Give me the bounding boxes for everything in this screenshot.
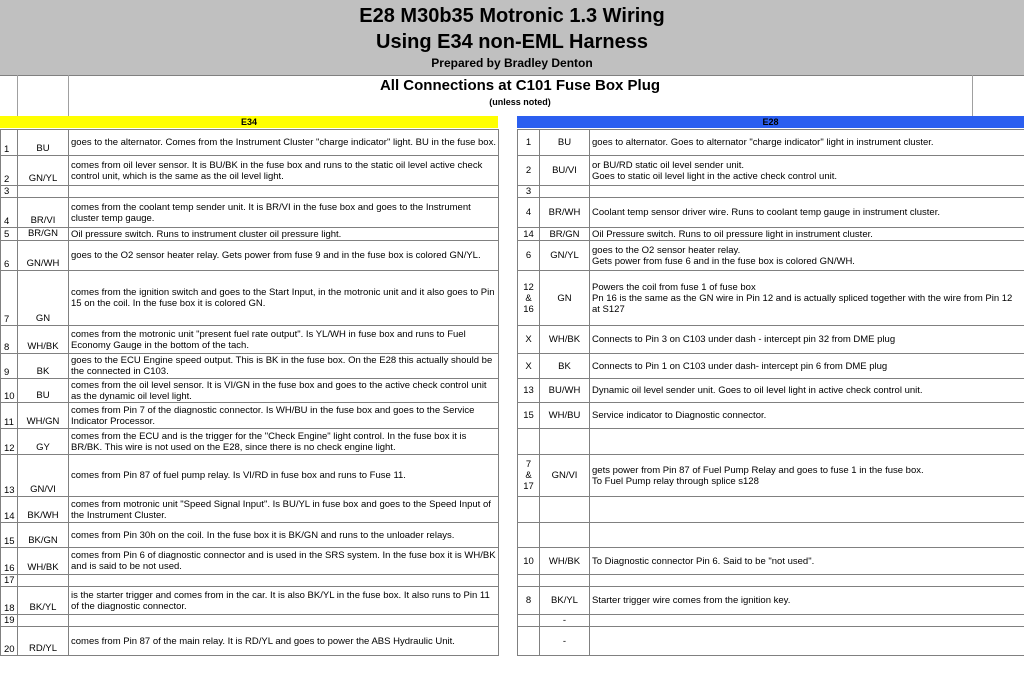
e28-pin: 1 [518, 130, 540, 156]
table-row [1, 326, 1024, 354]
e28-color: - [540, 615, 590, 627]
e28-pin: 13 [518, 379, 540, 403]
spacer [499, 198, 518, 228]
e28-color: GN/VI [540, 455, 590, 497]
e28-description: Starter trigger wire comes from the ignition key. [590, 587, 1024, 615]
e34-color: GY [18, 429, 69, 455]
e28-description: Powers the coil from fuse 1 of fuse box Pn 16 is the same as the GN wire in Pin 12 and is actually spliced together with the wire from Pin 12 at S127 [590, 271, 1024, 326]
e28-pin [518, 627, 540, 656]
e34-pin: 4 [1, 198, 18, 228]
e34-color: GN/YL [18, 156, 69, 186]
spacer [499, 186, 518, 198]
e34-description: comes from Pin 6 of diagnostic connector and is used in the SRS system. In the fuse box it is WH/BK and is said to be not used. [69, 548, 499, 575]
e28-color: GN/YL [540, 241, 590, 271]
e34-color: BR/VI [18, 198, 69, 228]
e34-description: goes to the ECU Engine speed output. This is BK in the fuse box. On the E28 this actually should be the connected in C103. [69, 354, 499, 379]
e34-description: goes to the O2 sensor heater relay. Gets power from fuse 9 and in the fuse box is colored GN/YL. [69, 241, 499, 271]
e34-color: RD/YL [18, 627, 69, 656]
e28-description: To Diagnostic connector Pin 6. Said to be "not used". [590, 548, 1024, 575]
e34-pin: 5 [1, 228, 18, 241]
band-gap [498, 116, 517, 128]
band-e34: E34 [0, 116, 498, 128]
e28-color [540, 575, 590, 587]
e34-color: BU [18, 130, 69, 156]
grid-line [68, 75, 69, 116]
spacer [499, 587, 518, 615]
table-row [1, 497, 1024, 523]
e34-pin: 9 [1, 354, 18, 379]
e28-pin [518, 429, 540, 455]
e34-pin: 18 [1, 587, 18, 615]
e28-pin: 4 [518, 198, 540, 228]
spacer [499, 354, 518, 379]
e34-pin: 12 [1, 429, 18, 455]
e34-description: Oil pressure switch. Runs to instrument cluster oil pressure light. [69, 228, 499, 241]
e34-description [69, 186, 499, 198]
wiring-table [0, 129, 1024, 656]
e28-color [540, 497, 590, 523]
table-row [1, 587, 1024, 615]
spacer [499, 326, 518, 354]
e28-color: WH/BK [540, 548, 590, 575]
e28-description: Coolant temp sensor driver wire. Runs to coolant temp gauge in instrument cluster. [590, 198, 1024, 228]
e28-color: WH/BU [540, 403, 590, 429]
e28-pin: 12 & 16 [518, 271, 540, 326]
spacer [499, 130, 518, 156]
e28-color: WH/BK [540, 326, 590, 354]
e34-color: BK/GN [18, 523, 69, 548]
table-row [1, 379, 1024, 403]
e34-description: comes from Pin 7 of the diagnostic connector. Is WH/BU in the fuse box and goes to the Service Indicator Processor. [69, 403, 499, 429]
spacer [499, 615, 518, 627]
e28-description [590, 575, 1024, 587]
spacer [499, 271, 518, 326]
table-row [1, 241, 1024, 271]
e34-color: GN/VI [18, 455, 69, 497]
table-row [1, 575, 1024, 587]
table-row [1, 186, 1024, 198]
e28-pin: 15 [518, 403, 540, 429]
table-row [1, 523, 1024, 548]
e34-pin: 3 [1, 186, 18, 198]
e34-pin: 15 [1, 523, 18, 548]
e34-pin: 7 [1, 271, 18, 326]
e28-color [540, 429, 590, 455]
e34-color: BR/GN [18, 228, 69, 241]
e34-pin: 17 [1, 575, 18, 587]
e34-color: GN [18, 271, 69, 326]
e34-pin: 1 [1, 130, 18, 156]
e28-color [540, 523, 590, 548]
e28-pin: 14 [518, 228, 540, 241]
e34-color: BK/YL [18, 587, 69, 615]
e34-pin: 2 [1, 156, 18, 186]
e34-color [18, 186, 69, 198]
e28-pin [518, 523, 540, 548]
e34-color: BK/WH [18, 497, 69, 523]
spacer [499, 497, 518, 523]
e34-pin: 11 [1, 403, 18, 429]
e34-color: BU [18, 379, 69, 403]
table-row [1, 354, 1024, 379]
e28-color: BR/WH [540, 198, 590, 228]
e28-pin: X [518, 354, 540, 379]
spacer [499, 228, 518, 241]
e34-color: WH/BK [18, 326, 69, 354]
e28-description: gets power from Pin 87 of Fuel Pump Relay and goes to fuse 1 in the fuse box. To Fuel Pump relay through splice s128 [590, 455, 1024, 497]
spacer [499, 548, 518, 575]
e34-description: comes from the motronic unit "present fuel rate output". Is YL/WH in fuse box and runs to Fuel Economy Gauge in the bottom of the tach. [69, 326, 499, 354]
e28-description: or BU/RD static oil level sender unit. Goes to static oil level light in the active check control unit. [590, 156, 1024, 186]
e28-pin: 2 [518, 156, 540, 186]
e28-pin [518, 497, 540, 523]
spacer [499, 575, 518, 587]
e28-pin: 10 [518, 548, 540, 575]
e34-pin: 6 [1, 241, 18, 271]
e28-description [590, 497, 1024, 523]
e34-color: WH/GN [18, 403, 69, 429]
table-row [1, 403, 1024, 429]
table-row [1, 548, 1024, 575]
subheader-title: All Connections at C101 Fuse Box Plug [379, 77, 661, 94]
e28-description: Service indicator to Diagnostic connector. [590, 403, 1024, 429]
e34-pin: 19 [1, 615, 18, 627]
grid-line [972, 75, 973, 116]
e28-color: BR/GN [540, 228, 590, 241]
table-row [1, 615, 1024, 627]
e28-color: - [540, 627, 590, 656]
e34-description [69, 575, 499, 587]
e28-description: Connects to Pin 3 on C103 under dash - intercept pin 32 from DME plug [590, 326, 1024, 354]
spacer [499, 429, 518, 455]
grid-line [17, 75, 18, 116]
e34-color: GN/WH [18, 241, 69, 271]
e34-description: comes from Pin 87 of fuel pump relay. Is VI/RD in fuse box and runs to Fuse 11. [69, 455, 499, 497]
e34-description [69, 615, 499, 627]
spacer [499, 627, 518, 656]
e34-description: comes from the ignition switch and goes to the Start Input, in the motronic unit and it also goes to Pin 15 on the coil. In the fuse box it is colored GN. [69, 271, 499, 326]
section-bands [0, 116, 1024, 129]
e34-pin: 10 [1, 379, 18, 403]
e34-color [18, 575, 69, 587]
spacer [499, 455, 518, 497]
spacer [499, 523, 518, 548]
e34-pin: 16 [1, 548, 18, 575]
e28-pin: 3 [518, 186, 540, 198]
e28-color: BU/VI [540, 156, 590, 186]
e28-pin: X [518, 326, 540, 354]
e34-color [18, 615, 69, 627]
table-row [1, 455, 1024, 497]
e28-description [590, 615, 1024, 627]
e34-pin: 14 [1, 497, 18, 523]
e28-description [590, 627, 1024, 656]
spacer [499, 241, 518, 271]
e28-color: BU/WH [540, 379, 590, 403]
e28-description [590, 186, 1024, 198]
e28-description [590, 523, 1024, 548]
e34-description: comes from oil lever sensor. It is BU/BK in the fuse box and runs to the static oil level active check control unit, which is the same as the oil level light. [69, 156, 499, 186]
e34-description: comes from motronic unit "Speed Signal Input". Is BU/YL in fuse box and goes to the Speed Input of the Instrument Cluster. [69, 497, 499, 523]
e28-pin: 8 [518, 587, 540, 615]
title-line2: Using E34 non-EML Harness [376, 31, 648, 53]
e28-description: goes to alternator. Goes to alternator "charge indicator" light in instrument cluster. [590, 130, 1024, 156]
e28-description [590, 429, 1024, 455]
title-line1: E28 M30b35 Motronic 1.3 Wiring [359, 5, 665, 27]
spacer [499, 156, 518, 186]
band-e28: E28 [517, 116, 1024, 128]
e34-pin: 20 [1, 627, 18, 656]
e28-pin: 7 & 17 [518, 455, 540, 497]
e28-pin [518, 575, 540, 587]
table-row [1, 130, 1024, 156]
subheader-note: (unless noted) [489, 97, 551, 107]
table-row [1, 627, 1024, 656]
e34-description: comes from Pin 30h on the coil. In the fuse box it is BK/GN and runs to the unloader relays. [69, 523, 499, 548]
prepared-by: Prepared by Bradley Denton [431, 56, 593, 70]
e28-description: Dynamic oil level sender unit. Goes to oil level light in active check control unit. [590, 379, 1024, 403]
e34-description: comes from the ECU and is the trigger for the "Check Engine" light control. In the fuse box it is BR/BK. This wire is not used on the E28, since there is no check engine light. [69, 429, 499, 455]
e34-pin: 8 [1, 326, 18, 354]
table-row [1, 156, 1024, 186]
e28-pin [518, 615, 540, 627]
e28-color [540, 186, 590, 198]
spacer [499, 379, 518, 403]
e28-description: Oil Pressure switch. Runs to oil pressure light in instrument cluster. [590, 228, 1024, 241]
e28-color: BK/YL [540, 587, 590, 615]
e34-description: comes from Pin 87 of the main relay. It is RD/YL and goes to power the ABS Hydraulic Unit. [69, 627, 499, 656]
table-row [1, 198, 1024, 228]
spacer [499, 403, 518, 429]
table-row [1, 429, 1024, 455]
e34-description: is the starter trigger and comes from in the car. It is also BK/YL in the fuse box. It also runs to Pin 11 of the diagnostic connector. [69, 587, 499, 615]
e28-color: BK [540, 354, 590, 379]
e34-color: WH/BK [18, 548, 69, 575]
subheader [0, 75, 1024, 115]
e34-description: comes from the oil level sensor. It is VI/GN in the fuse box and goes to the active check control unit as the dynamic oil level light. [69, 379, 499, 403]
e28-description: goes to the O2 sensor heater relay. Gets power from fuse 6 and in the fuse box is colored GN/WH. [590, 241, 1024, 271]
e28-pin: 6 [518, 241, 540, 271]
e28-description: Connects to Pin 1 on C103 under dash- intercept pin 6 from DME plug [590, 354, 1024, 379]
e28-color: BU [540, 130, 590, 156]
e34-description: comes from the coolant temp sender unit. It is BR/VI in the fuse box and goes to the Instrument cluster temp gauge. [69, 198, 499, 228]
e28-color: GN [540, 271, 590, 326]
e34-color: BK [18, 354, 69, 379]
table-row [1, 271, 1024, 326]
table-row [1, 228, 1024, 241]
e34-description: goes to the alternator. Comes from the Instrument Cluster "charge indicator" light. BU in the fuse box. [69, 130, 499, 156]
e34-pin: 13 [1, 455, 18, 497]
header-banner [0, 0, 1024, 76]
